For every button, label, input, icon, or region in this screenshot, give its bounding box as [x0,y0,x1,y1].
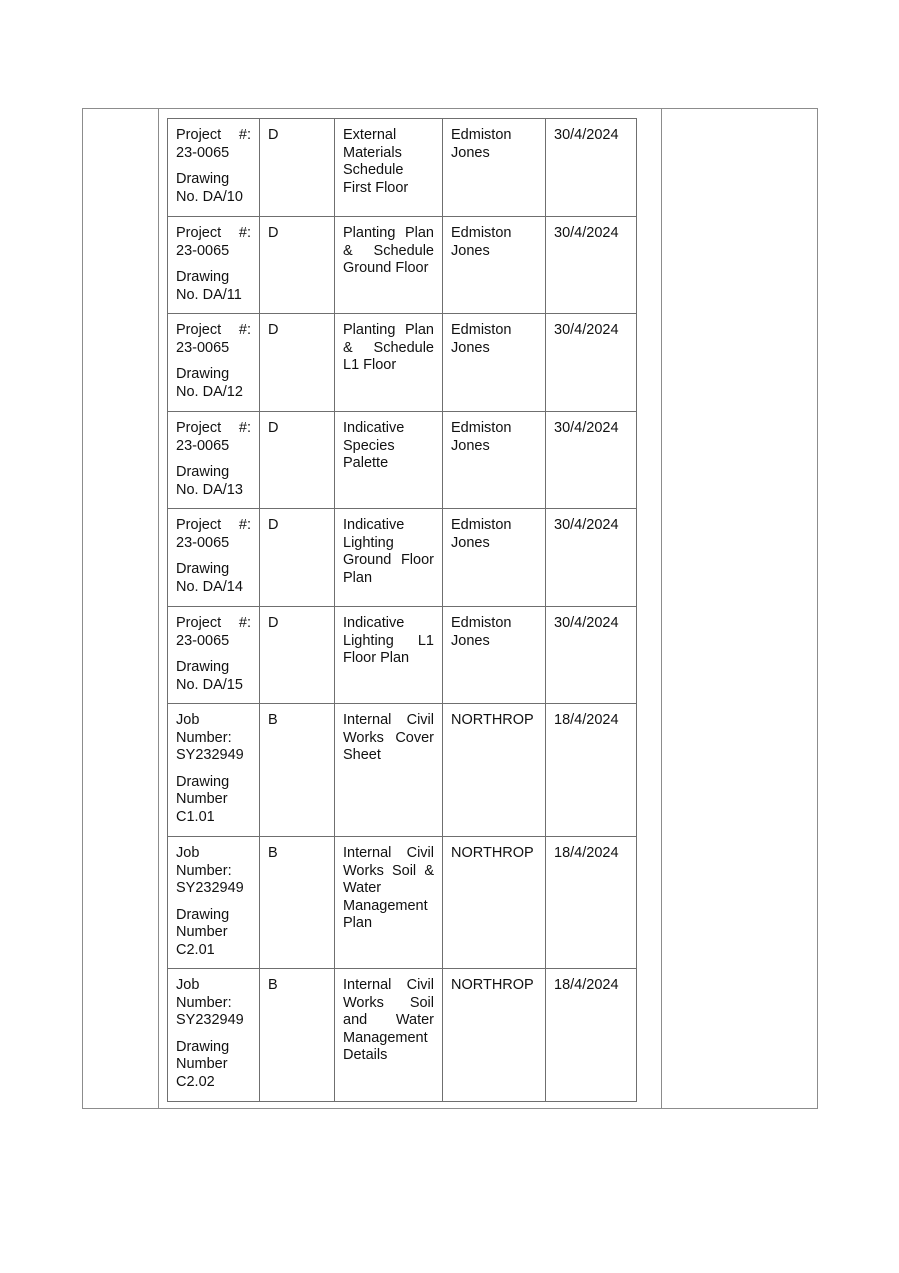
job-number: SY232949 [176,880,244,896]
drawing-label: Drawing [176,659,230,675]
description-cell: Planting Plan & Schedule Ground Floor [335,217,443,314]
table-row [168,412,637,509]
drawing-number: No. DA/11 [176,286,242,303]
description-cell: Indicative Lighting Ground Floor Plan [335,509,443,607]
drawing-number: No. DA/15 [176,676,243,693]
drawing-number: C2.01 [176,941,215,958]
revision-cell: D [260,607,335,704]
description-cell: Internal Civil Works Soil and Water Management Details [335,969,443,1102]
job-number-label: Job Number: [176,845,232,879]
date-cell: 18/4/2024 [546,837,637,969]
project-number-label: Project #: [176,615,251,631]
drawing-reference-cell [168,412,260,509]
date-cell: 30/4/2024 [546,119,637,217]
outer-column-divider-1 [158,109,159,1108]
project-number: 23-0065 [176,437,230,454]
author-cell: NORTHROP [443,704,546,837]
outer-table [82,108,818,1109]
drawing-label: Drawing Number [176,773,230,807]
job-number-label: Job Number: [176,977,232,1011]
description-cell: Indicative Lighting L1 Floor Plan [335,607,443,704]
drawing-reference-cell [168,314,260,412]
drawing-number: No. DA/10 [176,188,243,205]
drawing-reference-cell [168,837,260,969]
job-number: SY232949 [176,747,244,763]
job-number: SY232949 [176,1012,244,1028]
project-number-label: Project #: [176,322,251,338]
drawing-number: No. DA/13 [176,481,243,498]
table-row [168,509,637,607]
revision-cell: B [260,837,335,969]
author-cell: NORTHROP [443,969,546,1102]
revision-cell: D [260,509,335,607]
revision-cell: D [260,314,335,412]
author-cell: Edmiston Jones [443,119,546,217]
author-cell: NORTHROP [443,837,546,969]
revision-cell: D [260,119,335,217]
drawing-label: Drawing Number [176,1038,230,1072]
description-cell: Indicative Species Palette [335,412,443,509]
table-row [168,314,637,412]
date-cell: 18/4/2024 [546,704,637,837]
revision-cell: D [260,412,335,509]
table-row [168,704,637,837]
outer-column-divider-2 [661,109,662,1108]
drawing-label: Drawing Number [176,906,230,940]
drawing-label: Drawing [176,366,230,382]
author-cell: Edmiston Jones [443,217,546,314]
author-cell: Edmiston Jones [443,412,546,509]
date-cell: 30/4/2024 [546,412,637,509]
revision-cell: B [260,969,335,1102]
drawing-number: C2.02 [176,1073,215,1090]
project-number-label: Project #: [176,127,251,143]
description-cell: Internal Civil Works Soil & Water Management Plan [335,837,443,969]
drawing-register-table [167,118,637,1102]
drawing-reference-cell [168,969,260,1102]
date-cell: 30/4/2024 [546,607,637,704]
date-cell: 30/4/2024 [546,509,637,607]
drawing-label: Drawing [176,269,230,285]
revision-cell: D [260,217,335,314]
table-row [168,837,637,969]
drawing-reference-cell [168,509,260,607]
project-number-label: Project #: [176,225,251,241]
project-number: 23-0065 [176,534,230,551]
drawing-number: No. DA/14 [176,578,243,595]
drawing-reference-cell [168,119,260,217]
project-number: 23-0065 [176,339,230,356]
drawing-reference-cell [168,217,260,314]
drawing-label: Drawing [176,171,230,187]
drawing-label: Drawing [176,561,230,577]
description-cell: Planting Plan & Schedule L1 Floor [335,314,443,412]
description-cell: Internal Civil Works Cover Sheet [335,704,443,837]
author-cell: Edmiston Jones [443,607,546,704]
drawing-number: No. DA/12 [176,383,243,400]
project-number: 23-0065 [176,144,230,161]
date-cell: 30/4/2024 [546,217,637,314]
table-row [168,607,637,704]
project-number: 23-0065 [176,632,230,649]
date-cell: 30/4/2024 [546,314,637,412]
drawing-reference-cell [168,607,260,704]
job-number-label: Job Number: [176,712,232,746]
project-number-label: Project #: [176,420,251,436]
author-cell: Edmiston Jones [443,314,546,412]
table-row [168,119,637,217]
description-cell: External Materials Schedule First Floor [335,119,443,217]
table-row [168,969,637,1102]
author-cell: Edmiston Jones [443,509,546,607]
drawing-number: C1.01 [176,808,215,825]
table-row [168,217,637,314]
date-cell: 18/4/2024 [546,969,637,1102]
drawing-reference-cell [168,704,260,837]
drawing-label: Drawing [176,464,230,480]
project-number-label: Project #: [176,517,251,533]
project-number: 23-0065 [176,242,230,259]
revision-cell: B [260,704,335,837]
